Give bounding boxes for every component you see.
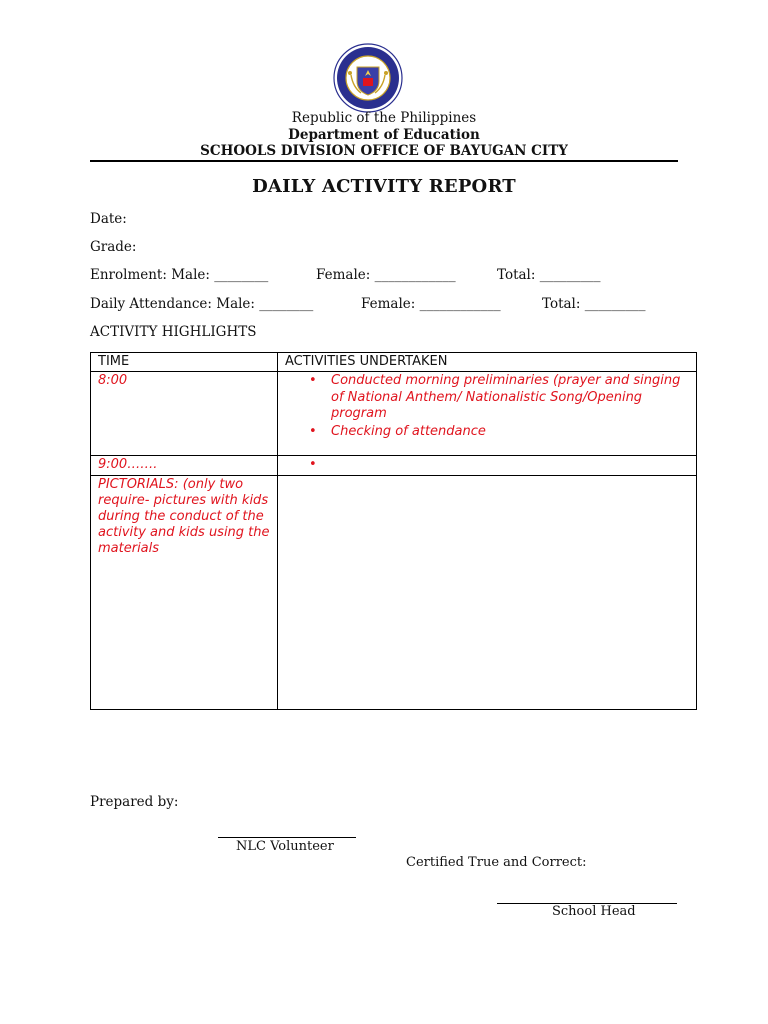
volunteer-label: NLC Volunteer: [236, 839, 334, 854]
school-head-label: School Head: [552, 904, 636, 919]
enrolment-total-field: Total: _________: [497, 267, 601, 283]
activity-highlights-heading: ACTIVITY HIGHLIGHTS: [90, 324, 257, 340]
enrolment-male-field: Enrolment: Male: ________: [90, 267, 269, 283]
enrolment-female-field: Female: ____________: [316, 267, 456, 283]
activity-table: [90, 352, 697, 710]
date-field: Date:: [90, 211, 127, 227]
header-department: Department of Education: [288, 127, 480, 143]
table-row: [91, 372, 697, 456]
time-cell: 8:00: [91, 372, 278, 456]
page-title: DAILY ACTIVITY REPORT: [252, 176, 516, 197]
prepared-by-label: Prepared by:: [90, 794, 179, 810]
grade-field: Grade:: [90, 239, 137, 255]
list-item: • Checking of attendance: [331, 424, 696, 441]
list-item: • Conducted morning preliminaries (prayer and singing of National Anthem/ Nationalistic Song/Opening program: [331, 373, 696, 423]
activities-cell: [278, 372, 697, 456]
time-cell: 9:00…….: [91, 456, 278, 476]
column-header-time: TIME: [91, 353, 278, 372]
attendance-female-field: Female: ____________: [361, 296, 501, 312]
activities-cell: [278, 456, 697, 476]
seal-icon: [333, 43, 403, 113]
certified-label: Certified True and Correct:: [406, 855, 587, 870]
table-row: [91, 475, 697, 709]
table-row: [91, 456, 697, 476]
table-header-row: [91, 353, 697, 372]
activities-list: [285, 373, 696, 440]
activities-list: [285, 457, 696, 474]
attendance-male-field: Daily Attendance: Male: ________: [90, 296, 314, 312]
header-republic: Republic of the Philippines: [291, 110, 477, 126]
header-divider: [90, 160, 678, 162]
pictorials-area: [278, 475, 697, 709]
list-item-empty: [331, 457, 696, 474]
column-header-activities: ACTIVITIES UNDERTAKEN: [278, 353, 697, 372]
header-division: SCHOOLS DIVISION OFFICE OF BAYUGAN CITY: [200, 143, 568, 159]
volunteer-signature-line: [218, 837, 356, 838]
attendance-total-field: Total: _________: [542, 296, 646, 312]
deped-seal: [333, 43, 403, 113]
pictorials-cell: PICTORIALS: (only two require- pictures with kids during the conduct of the activity and kids using the materials: [91, 475, 278, 709]
